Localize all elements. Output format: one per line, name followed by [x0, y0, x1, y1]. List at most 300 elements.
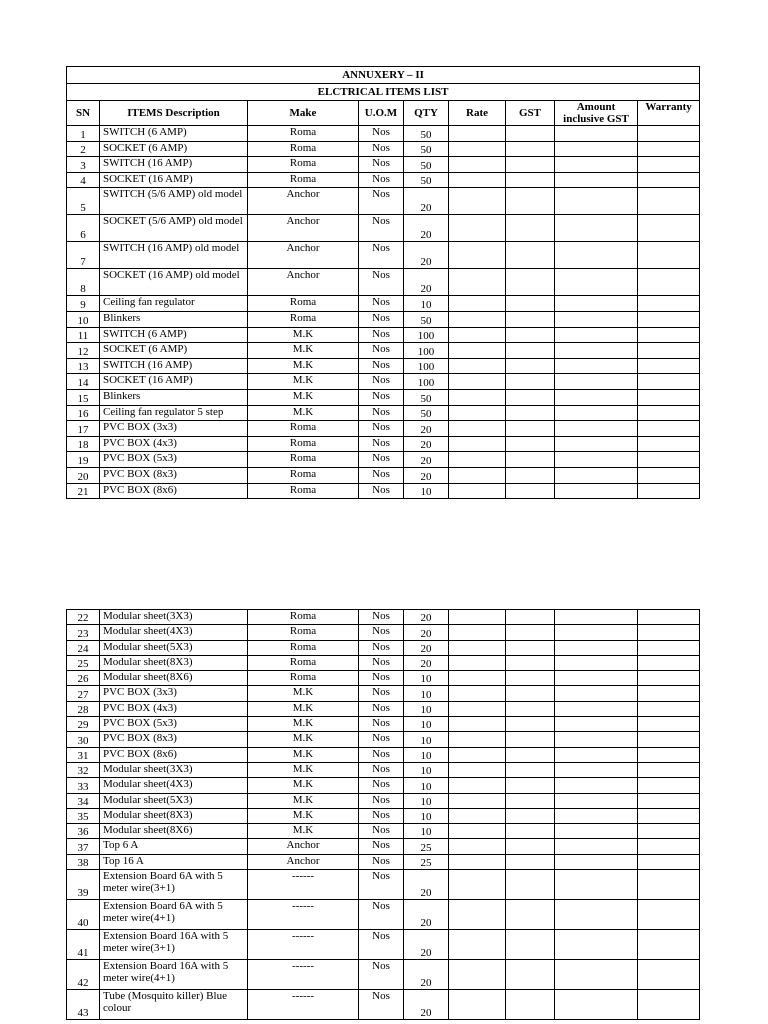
amount-cell	[555, 854, 638, 869]
qty-cell: 20	[404, 960, 449, 990]
qty-cell: 10	[404, 732, 449, 747]
table-row	[67, 732, 700, 747]
sn-cell: 1	[67, 126, 100, 142]
make-cell: Roma	[248, 296, 359, 312]
warranty-cell	[638, 269, 700, 296]
sn-cell: 30	[67, 732, 100, 747]
amount-cell	[555, 188, 638, 215]
rate-cell	[449, 374, 506, 390]
gst-cell	[506, 625, 555, 640]
rate-cell	[449, 358, 506, 374]
warranty-cell	[638, 824, 700, 839]
gst-cell	[506, 990, 555, 1020]
warranty-cell	[638, 296, 700, 312]
table-row	[67, 900, 700, 930]
amount-cell	[555, 640, 638, 655]
uom-cell: Nos	[359, 389, 404, 405]
sn-cell: 43	[67, 990, 100, 1020]
sn-cell: 37	[67, 839, 100, 854]
description-cell: Extension Board 16A with 5 meter wire(4+1)	[100, 960, 248, 990]
description-cell: PVC BOX (8x3)	[100, 467, 248, 483]
sn-cell: 24	[67, 640, 100, 655]
description-cell: SOCKET (16 AMP) old model	[100, 269, 248, 296]
amount-cell	[555, 824, 638, 839]
make-cell: Roma	[248, 452, 359, 468]
uom-cell: Nos	[359, 960, 404, 990]
qty-cell: 100	[404, 374, 449, 390]
qty-cell: 20	[404, 269, 449, 296]
warranty-cell	[638, 610, 700, 625]
gst-cell	[506, 762, 555, 777]
warranty-cell	[638, 930, 700, 960]
qty-cell: 10	[404, 686, 449, 701]
header-qty: QTY	[404, 101, 449, 126]
make-cell: M.K	[248, 327, 359, 343]
amount-cell	[555, 808, 638, 823]
rate-cell	[449, 655, 506, 670]
description-cell: Modular sheet(4X3)	[100, 625, 248, 640]
qty-cell: 20	[404, 188, 449, 215]
make-cell: M.K	[248, 343, 359, 359]
gst-cell	[506, 686, 555, 701]
uom-cell: Nos	[359, 157, 404, 173]
make-cell: ------	[248, 990, 359, 1020]
sn-cell: 2	[67, 141, 100, 157]
table-row	[67, 311, 700, 327]
qty-cell: 20	[404, 640, 449, 655]
table-row	[67, 793, 700, 808]
table-row	[67, 990, 700, 1020]
gst-cell	[506, 215, 555, 242]
qty-cell: 10	[404, 762, 449, 777]
sn-cell: 13	[67, 358, 100, 374]
qty-cell: 50	[404, 172, 449, 188]
rate-cell	[449, 990, 506, 1020]
description-cell: Ceiling fan regulator	[100, 296, 248, 312]
amount-cell	[555, 405, 638, 421]
table-row	[67, 625, 700, 640]
warranty-cell	[638, 374, 700, 390]
qty-cell: 100	[404, 343, 449, 359]
sn-cell: 17	[67, 421, 100, 437]
table-row	[67, 701, 700, 716]
make-cell: M.K	[248, 778, 359, 793]
uom-cell: Nos	[359, 374, 404, 390]
description-cell: SOCKET (6 AMP)	[100, 141, 248, 157]
table-row	[67, 405, 700, 421]
gst-cell	[506, 610, 555, 625]
uom-cell: Nos	[359, 686, 404, 701]
qty-cell: 100	[404, 358, 449, 374]
table-row	[67, 762, 700, 777]
uom-cell: Nos	[359, 467, 404, 483]
sn-cell: 42	[67, 960, 100, 990]
make-cell: Roma	[248, 640, 359, 655]
amount-cell	[555, 374, 638, 390]
description-cell: Top 16 A	[100, 854, 248, 869]
table-row	[67, 269, 700, 296]
description-cell: SWITCH (6 AMP)	[100, 126, 248, 142]
uom-cell: Nos	[359, 436, 404, 452]
amount-cell	[555, 327, 638, 343]
rate-cell	[449, 686, 506, 701]
warranty-cell	[638, 900, 700, 930]
qty-cell: 50	[404, 141, 449, 157]
description-cell: PVC BOX (4x3)	[100, 436, 248, 452]
rate-cell	[449, 483, 506, 499]
rate-cell	[449, 824, 506, 839]
uom-cell: Nos	[359, 870, 404, 900]
qty-cell: 20	[404, 436, 449, 452]
sn-cell: 12	[67, 343, 100, 359]
amount-cell	[555, 990, 638, 1020]
qty-cell: 20	[404, 930, 449, 960]
gst-cell	[506, 701, 555, 716]
warranty-cell	[638, 126, 700, 142]
make-cell: M.K	[248, 808, 359, 823]
description-cell: Modular sheet(5X3)	[100, 640, 248, 655]
description-cell: PVC BOX (8x6)	[100, 747, 248, 762]
make-cell: Anchor	[248, 839, 359, 854]
warranty-cell	[638, 467, 700, 483]
amount-cell	[555, 311, 638, 327]
warranty-cell	[638, 421, 700, 437]
gst-cell	[506, 839, 555, 854]
header-description: ITEMS Description	[100, 101, 248, 126]
qty-cell: 10	[404, 717, 449, 732]
make-cell: M.K	[248, 762, 359, 777]
gst-cell	[506, 343, 555, 359]
uom-cell: Nos	[359, 793, 404, 808]
rate-cell	[449, 960, 506, 990]
description-cell: Blinkers	[100, 311, 248, 327]
description-cell: Modular sheet(8X6)	[100, 824, 248, 839]
uom-cell: Nos	[359, 640, 404, 655]
description-cell: SWITCH (16 AMP)	[100, 358, 248, 374]
make-cell: Roma	[248, 483, 359, 499]
warranty-cell	[638, 327, 700, 343]
uom-cell: Nos	[359, 747, 404, 762]
warranty-cell	[638, 778, 700, 793]
rate-cell	[449, 389, 506, 405]
rate-cell	[449, 930, 506, 960]
qty-cell: 10	[404, 808, 449, 823]
table-row	[67, 296, 700, 312]
table-row	[67, 188, 700, 215]
uom-cell: Nos	[359, 215, 404, 242]
uom-cell: Nos	[359, 990, 404, 1020]
amount-cell	[555, 269, 638, 296]
amount-cell	[555, 436, 638, 452]
qty-cell: 25	[404, 854, 449, 869]
amount-cell	[555, 126, 638, 142]
gst-cell	[506, 655, 555, 670]
sn-cell: 5	[67, 188, 100, 215]
rate-cell	[449, 405, 506, 421]
warranty-cell	[638, 839, 700, 854]
rate-cell	[449, 141, 506, 157]
rate-cell	[449, 762, 506, 777]
uom-cell: Nos	[359, 242, 404, 269]
table-row	[67, 421, 700, 437]
rate-cell	[449, 900, 506, 930]
amount-cell	[555, 900, 638, 930]
description-cell: SOCKET (16 AMP)	[100, 172, 248, 188]
gst-cell	[506, 747, 555, 762]
rate-cell	[449, 296, 506, 312]
uom-cell: Nos	[359, 327, 404, 343]
description-cell: Top 6 A	[100, 839, 248, 854]
amount-cell	[555, 930, 638, 960]
make-cell: M.K	[248, 358, 359, 374]
header-uom: U.O.M	[359, 101, 404, 126]
table-row	[67, 655, 700, 670]
description-cell: SWITCH (6 AMP)	[100, 327, 248, 343]
warranty-cell	[638, 141, 700, 157]
uom-cell: Nos	[359, 483, 404, 499]
make-cell: M.K	[248, 405, 359, 421]
amount-cell	[555, 671, 638, 686]
header-warranty: Warranty	[638, 101, 700, 126]
sn-cell: 39	[67, 870, 100, 900]
amount-cell	[555, 701, 638, 716]
make-cell: Roma	[248, 655, 359, 670]
gst-cell	[506, 930, 555, 960]
rate-cell	[449, 870, 506, 900]
qty-cell: 10	[404, 701, 449, 716]
warranty-cell	[638, 717, 700, 732]
gst-cell	[506, 327, 555, 343]
gst-cell	[506, 900, 555, 930]
description-cell: Modular sheet(8X3)	[100, 655, 248, 670]
table-row	[67, 778, 700, 793]
make-cell: Roma	[248, 610, 359, 625]
table-row	[67, 343, 700, 359]
sn-cell: 28	[67, 701, 100, 716]
qty-cell: 10	[404, 296, 449, 312]
uom-cell: Nos	[359, 762, 404, 777]
uom-cell: Nos	[359, 900, 404, 930]
rate-cell	[449, 311, 506, 327]
list-title: ELCTRICAL ITEMS LIST	[67, 84, 700, 101]
make-cell: Roma	[248, 671, 359, 686]
table-row	[67, 467, 700, 483]
qty-cell: 50	[404, 126, 449, 142]
table-row	[67, 870, 700, 900]
amount-cell	[555, 467, 638, 483]
uom-cell: Nos	[359, 610, 404, 625]
sn-cell: 33	[67, 778, 100, 793]
description-cell: SOCKET (6 AMP)	[100, 343, 248, 359]
amount-cell	[555, 686, 638, 701]
table-row	[67, 747, 700, 762]
sn-cell: 26	[67, 671, 100, 686]
gst-cell	[506, 960, 555, 990]
amount-cell	[555, 793, 638, 808]
amount-cell	[555, 717, 638, 732]
description-cell: SWITCH (16 AMP)	[100, 157, 248, 173]
amount-cell	[555, 421, 638, 437]
header-amount: Amount inclusive GST	[555, 101, 638, 126]
gst-cell	[506, 671, 555, 686]
make-cell: Anchor	[248, 242, 359, 269]
gst-cell	[506, 854, 555, 869]
sn-cell: 31	[67, 747, 100, 762]
gst-cell	[506, 269, 555, 296]
qty-cell: 50	[404, 157, 449, 173]
make-cell: M.K	[248, 732, 359, 747]
warranty-cell	[638, 242, 700, 269]
gst-cell	[506, 296, 555, 312]
table-row	[67, 389, 700, 405]
sn-cell: 8	[67, 269, 100, 296]
description-cell: SOCKET (5/6 AMP) old model	[100, 215, 248, 242]
table-row	[67, 452, 700, 468]
uom-cell: Nos	[359, 172, 404, 188]
warranty-cell	[638, 732, 700, 747]
gst-cell	[506, 640, 555, 655]
gst-cell	[506, 374, 555, 390]
qty-cell: 50	[404, 405, 449, 421]
uom-cell: Nos	[359, 421, 404, 437]
gst-cell	[506, 793, 555, 808]
make-cell: M.K	[248, 686, 359, 701]
rate-cell	[449, 854, 506, 869]
rate-cell	[449, 421, 506, 437]
make-cell: M.K	[248, 747, 359, 762]
table-row	[67, 436, 700, 452]
make-cell: Roma	[248, 421, 359, 437]
make-cell: ------	[248, 870, 359, 900]
make-cell: ------	[248, 930, 359, 960]
gst-cell	[506, 188, 555, 215]
table-row	[67, 717, 700, 732]
rate-cell	[449, 126, 506, 142]
make-cell: Anchor	[248, 854, 359, 869]
amount-cell	[555, 452, 638, 468]
warranty-cell	[638, 655, 700, 670]
sn-cell: 16	[67, 405, 100, 421]
table-row	[67, 172, 700, 188]
warranty-cell	[638, 640, 700, 655]
uom-cell: Nos	[359, 452, 404, 468]
description-cell: Modular sheet(8X6)	[100, 671, 248, 686]
warranty-cell	[638, 960, 700, 990]
amount-cell	[555, 610, 638, 625]
uom-cell: Nos	[359, 839, 404, 854]
description-cell: Modular sheet(8X3)	[100, 808, 248, 823]
sn-cell: 11	[67, 327, 100, 343]
rate-cell	[449, 327, 506, 343]
warranty-cell	[638, 762, 700, 777]
description-cell: PVC BOX (8x3)	[100, 732, 248, 747]
warranty-cell	[638, 990, 700, 1020]
description-cell: Blinkers	[100, 389, 248, 405]
make-cell: ------	[248, 900, 359, 930]
warranty-cell	[638, 188, 700, 215]
warranty-cell	[638, 870, 700, 900]
gst-cell	[506, 126, 555, 142]
make-cell: M.K	[248, 793, 359, 808]
uom-cell: Nos	[359, 311, 404, 327]
amount-cell	[555, 242, 638, 269]
rate-cell	[449, 625, 506, 640]
table-row	[67, 640, 700, 655]
warranty-cell	[638, 389, 700, 405]
description-cell: PVC BOX (5x3)	[100, 717, 248, 732]
table-row	[67, 358, 700, 374]
sn-cell: 40	[67, 900, 100, 930]
gst-cell	[506, 157, 555, 173]
table-row	[67, 483, 700, 499]
qty-cell: 20	[404, 242, 449, 269]
table-row	[67, 686, 700, 701]
rate-cell	[449, 242, 506, 269]
make-cell: Roma	[248, 172, 359, 188]
header-rate: Rate	[449, 101, 506, 126]
rate-cell	[449, 215, 506, 242]
header-make: Make	[248, 101, 359, 126]
uom-cell: Nos	[359, 296, 404, 312]
gst-cell	[506, 732, 555, 747]
amount-cell	[555, 215, 638, 242]
description-cell: SWITCH (5/6 AMP) old model	[100, 188, 248, 215]
warranty-cell	[638, 854, 700, 869]
table-row	[67, 141, 700, 157]
table-row	[67, 930, 700, 960]
qty-cell: 10	[404, 747, 449, 762]
make-cell: Anchor	[248, 215, 359, 242]
warranty-cell	[638, 808, 700, 823]
make-cell: Roma	[248, 436, 359, 452]
amount-cell	[555, 762, 638, 777]
rate-cell	[449, 808, 506, 823]
qty-cell: 20	[404, 467, 449, 483]
warranty-cell	[638, 793, 700, 808]
sn-cell: 22	[67, 610, 100, 625]
rate-cell	[449, 157, 506, 173]
amount-cell	[555, 483, 638, 499]
table-row	[67, 960, 700, 990]
gst-cell	[506, 405, 555, 421]
gst-cell	[506, 452, 555, 468]
qty-cell: 20	[404, 610, 449, 625]
gst-cell	[506, 483, 555, 499]
amount-cell	[555, 625, 638, 640]
qty-cell: 50	[404, 311, 449, 327]
table-row	[67, 157, 700, 173]
rate-cell	[449, 188, 506, 215]
warranty-cell	[638, 483, 700, 499]
qty-cell: 25	[404, 839, 449, 854]
make-cell: Anchor	[248, 269, 359, 296]
amount-cell	[555, 747, 638, 762]
qty-cell: 20	[404, 655, 449, 670]
qty-cell: 20	[404, 990, 449, 1020]
make-cell: Roma	[248, 625, 359, 640]
gst-cell	[506, 436, 555, 452]
qty-cell: 10	[404, 778, 449, 793]
uom-cell: Nos	[359, 188, 404, 215]
sn-cell: 3	[67, 157, 100, 173]
warranty-cell	[638, 671, 700, 686]
qty-cell: 10	[404, 483, 449, 499]
items-table-part-1	[66, 66, 700, 499]
gst-cell	[506, 172, 555, 188]
rate-cell	[449, 467, 506, 483]
warranty-cell	[638, 172, 700, 188]
make-cell: M.K	[248, 717, 359, 732]
